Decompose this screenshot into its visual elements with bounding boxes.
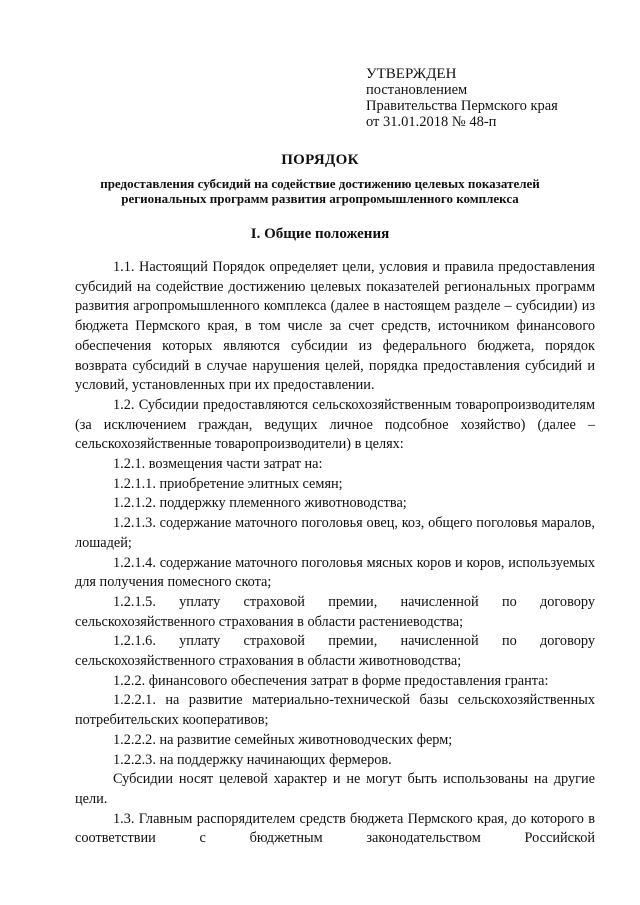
paragraph: 1.2.2.3. на поддержку начинающих фермеров. <box>113 751 392 768</box>
paragraph: 1.1. Настоящий Порядок определяет цели, условия и правила предоставления субсидий на содействие достижению целевых показателей региональных программ развития агропромышленного комплекса (далее в настоящем разделе – субсидии) из бюджета Пермского края, в том числе за счет средств, источником финансового обеспечения которых являются субсидии из федерального бюджета, порядок возврата субсидий в случае нарушения целей, порядка предоставления субсидий и условий, установленных при их предоставлении. <box>75 259 595 394</box>
document-body <box>75 258 595 849</box>
paragraph: 1.2.1.5. уплату страховой премии, начисленной по договору сельскохозяйственного страхования в области растениеводства; <box>75 593 595 630</box>
section-heading: I. Общие положения <box>250 226 390 242</box>
paragraph: Субсидии носят целевой характер и не могут быть использованы на другие цели. <box>75 771 595 807</box>
paragraph: 1.2.2.2. на развитие семейных животноводческих ферм; <box>113 731 453 748</box>
approval-line: Правительства Пермского края <box>366 98 558 114</box>
paragraph: 1.2.1.1. приобретение элитных семян; <box>113 475 343 492</box>
approval-block <box>366 66 558 130</box>
approval-title: УТВЕРЖДЕН <box>366 66 457 82</box>
document-subtitle: региональных программ развития агропромышленного комплекса <box>121 191 519 206</box>
paragraph: 1.3. Главным распорядителем средств бюджета Пермского края, до которого в соответствии с бюджетным законодательством Российской <box>75 810 595 847</box>
paragraph: 1.2.1. возмещения части затрат на: <box>113 456 323 473</box>
paragraph: 1.2.1.6. уплату страховой премии, начисленной по договору сельскохозяйственного страхования в области животноводства; <box>75 633 595 670</box>
paragraph: 1.2. Субсидии предоставляются сельскохозяйственным товаропроизводителям (за исключением граждан, ведущих личное подсобное хозяйство) (далее – сельскохозяйственные товаропроизводители) в целях: <box>75 396 595 453</box>
paragraph: 1.2.1.2. поддержку племенного животноводства; <box>113 495 407 512</box>
paragraph: 1.2.1.4. содержание маточного поголовья мясных коров и коров, используемых для получения помесного скота; <box>75 554 595 591</box>
paragraph: 1.2.2.1. на развитие материально-технической базы сельскохозяйственных потребительских кооперативов; <box>75 692 595 729</box>
approval-line: постановлением <box>366 82 468 98</box>
approval-line: от 31.01.2018 № 48-п <box>366 114 497 130</box>
document-subtitle: предоставления субсидий на содействие достижению целевых показателей <box>100 176 540 191</box>
document-title: ПОРЯДОК <box>281 152 359 168</box>
paragraph: 1.2.2. финансового обеспечения затрат в форме предоставления гранта: <box>113 672 549 689</box>
paragraph: 1.2.1.3. содержание маточного поголовья овец, коз, общего поголовья маралов, лошадей; <box>75 515 595 551</box>
